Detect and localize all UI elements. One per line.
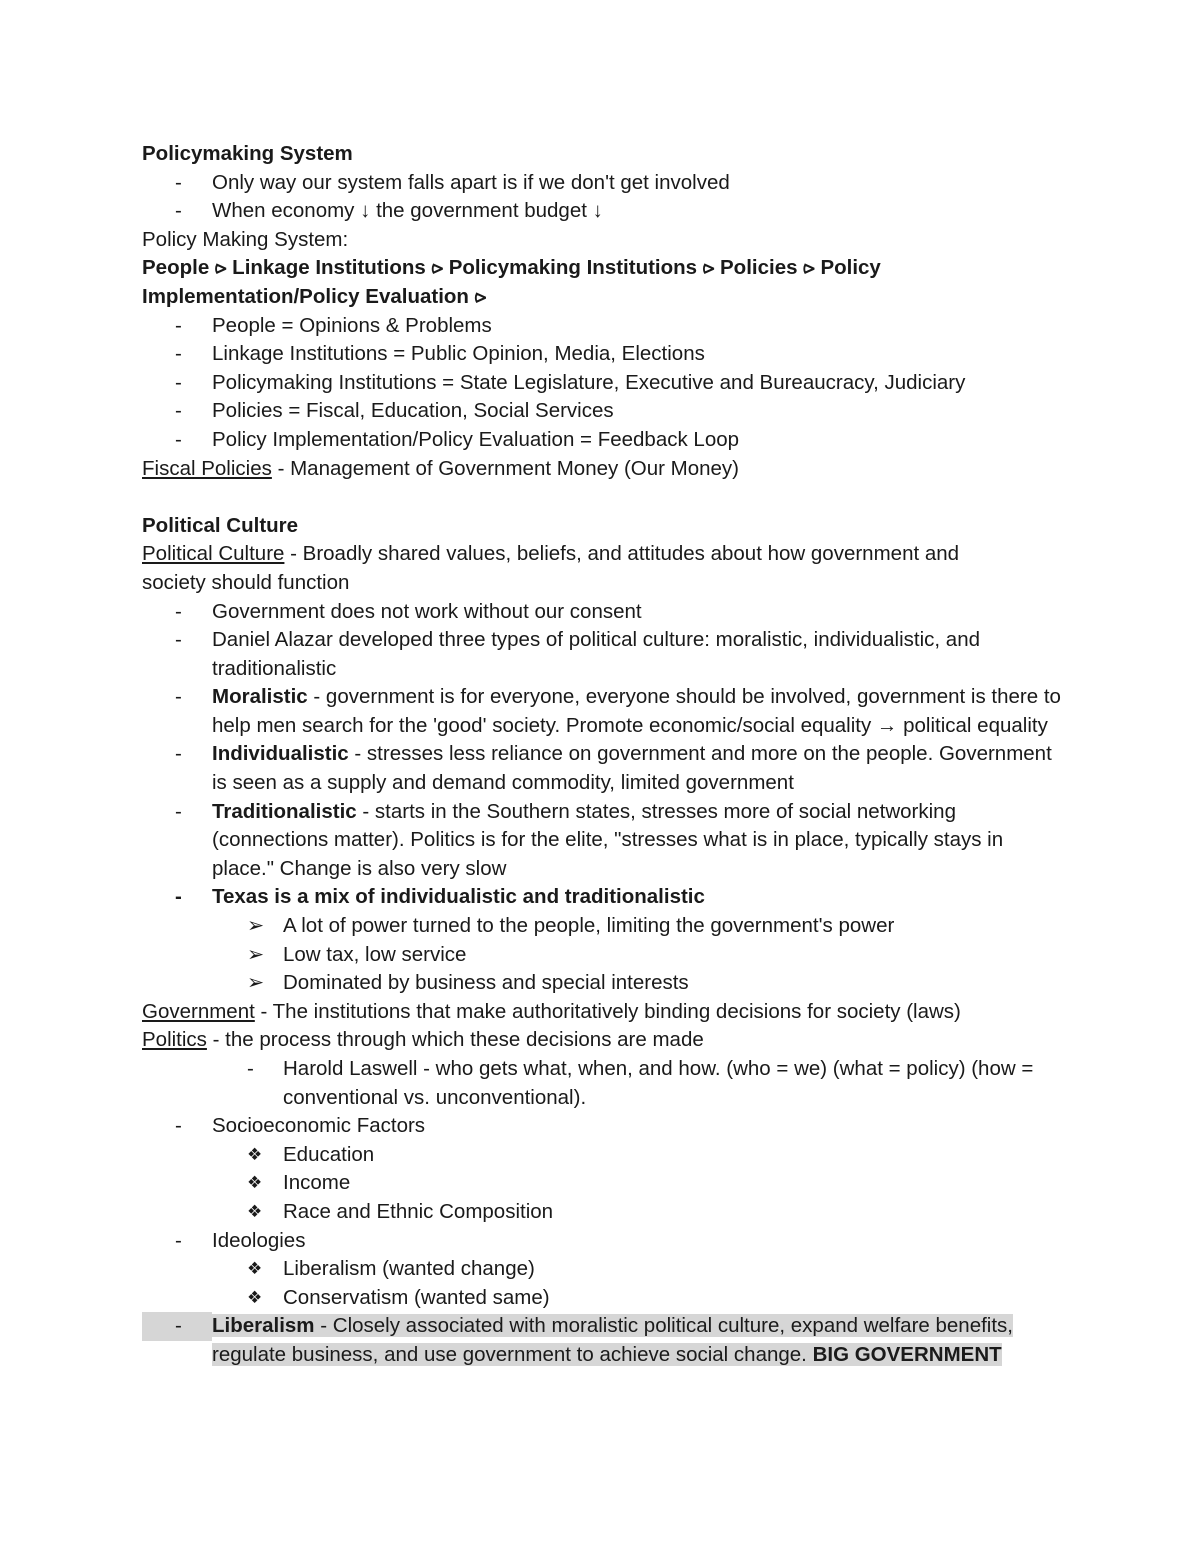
list-item: - Policy Implementation/Policy Evaluation = Feedback Loop	[175, 427, 740, 451]
list-item: - Ideologies	[175, 1228, 306, 1252]
blank-line	[142, 483, 1062, 512]
sub-list-item: ❖ Income	[142, 1169, 1062, 1198]
list-item: - Daniel Alazar developed three types of political culture: moralistic, individualistic, and traditionalistic	[175, 628, 981, 680]
list-item: - Policymaking Institutions = State Legislature, Executive and Bureaucracy, Judiciary	[175, 370, 966, 394]
document-page	[142, 140, 1062, 1370]
list-item-liberalism-highlighted: - Liberalism - Closely associated with moralistic political culture, expand welfare benefits, regulate business, and use government to achieve social change. BIG GOVERNMENT	[142, 1312, 1062, 1369]
arrow-bullet-icon: ➢	[247, 942, 265, 966]
term-political-culture: Political Culture	[142, 542, 285, 566]
list-item: - Policies = Fiscal, Education, Social Services	[175, 399, 614, 423]
diamond-bullet-icon: ❖	[247, 1173, 263, 1193]
list-item: - Socioeconomic Factors	[175, 1114, 426, 1138]
sub-list-item: ❖ Race and Ethnic Composition	[142, 1198, 1062, 1227]
list-item-traditionalistic: - Traditionalistic - starts in the Southern states, stresses more of social networking (connections matter). Politics is for the elite, "stresses what is in place, typically stays in place." Change is also very slow	[175, 799, 1004, 880]
sub-list-item: ❖ Conservatism (wanted same)	[142, 1284, 1062, 1313]
term-fiscal-policies: Fiscal Policies	[142, 456, 272, 480]
list-item: - People = Opinions & Problems	[175, 313, 492, 337]
term-government: Government	[142, 999, 255, 1023]
diamond-bullet-icon: ❖	[247, 1259, 263, 1279]
politics-definition: Politics - the process through which these decisions are made	[142, 1028, 704, 1052]
list-item: - Linkage Institutions = Public Opinion, Media, Elections	[175, 342, 705, 366]
diamond-bullet-icon: ❖	[247, 1287, 263, 1307]
list-item-moralistic: - Moralistic - government is for everyone, everyone should be involved, government is there to help men search for the 'good' society. Promote economic/social equality → political equality	[175, 685, 1061, 737]
list-item-individualistic: - Individualistic - stresses less reliance on government and more on the people. Government is seen as a supply and demand commodity, limited government	[175, 742, 1052, 795]
list-item: - Government does not work without our consent	[175, 599, 642, 623]
sub-list-item: ➢ Low tax, low service	[142, 941, 1062, 970]
arrow-bullet-icon: ➢	[247, 971, 265, 995]
list-item: - When economy ↓ the government budget ↓	[175, 199, 603, 223]
policy-making-system-label: Policy Making System:	[142, 227, 349, 251]
sub-list-item: ❖ Liberalism (wanted change)	[142, 1255, 1062, 1284]
sub-list-item: ❖ Education	[142, 1141, 1062, 1170]
sub-list-item: ➢ Dominated by business and special interests	[142, 969, 1062, 998]
sub-list-item: - Harold Laswell - who gets what, when, and how. (who = we) (what = policy) (how = conventional vs. unconventional).	[247, 1057, 1034, 1109]
diamond-bullet-icon: ❖	[247, 1144, 263, 1164]
arrow-bullet-icon: ➢	[247, 914, 265, 938]
diamond-bullet-icon: ❖	[247, 1201, 263, 1221]
section-heading-political-culture: Political Culture	[142, 513, 299, 537]
big-government-tag: BIG GOVERNMENT	[812, 1342, 1002, 1366]
fiscal-policies-definition: Fiscal Policies - Management of Government Money (Our Money)	[142, 456, 740, 480]
list-item: - Only way our system falls apart is if we don't get involved	[175, 170, 730, 194]
political-culture-definition: Political Culture - Broadly shared values, beliefs, and attitudes about how government and society should function	[142, 542, 960, 594]
term-politics: Politics	[142, 1028, 207, 1052]
policy-flow-line: People ⪧ Linkage Institutions ⪧ Policymaking Institutions ⪧ Policies ⪧ Policy	[142, 256, 881, 280]
list-item-texas: - Texas is a mix of individualistic and traditionalistic	[175, 885, 705, 909]
government-definition: Government - The institutions that make authoritatively binding decisions for society (laws)	[142, 999, 961, 1023]
policy-flow-line-continued: Implementation/Policy Evaluation ⪧	[142, 284, 487, 308]
sub-list-item: ➢ A lot of power turned to the people, limiting the government's power	[142, 912, 1062, 941]
section-heading-policymaking: Policymaking System	[142, 142, 353, 165]
